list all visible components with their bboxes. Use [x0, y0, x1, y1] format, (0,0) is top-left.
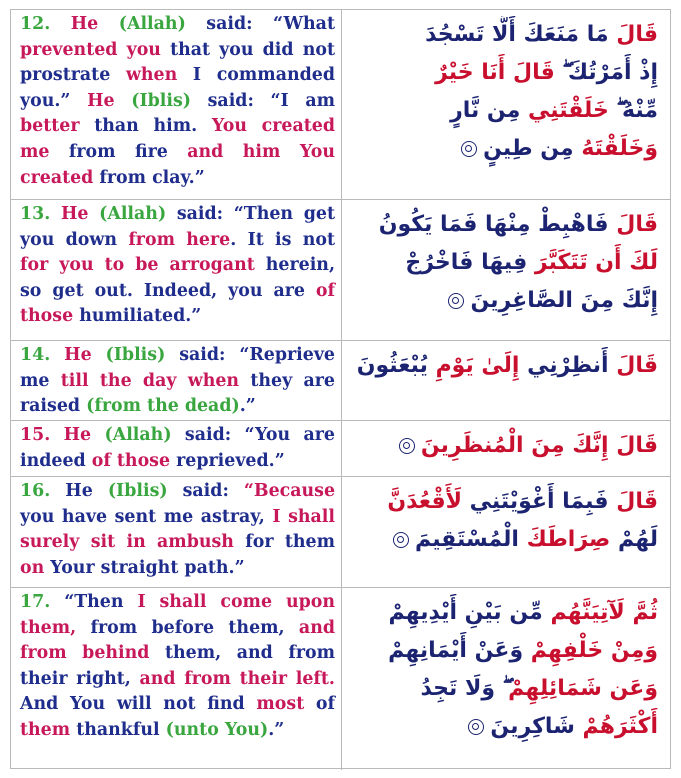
translation-segment: He: [64, 345, 92, 365]
arabic-verse: [342, 421, 672, 476]
translation-segment: them,: [20, 617, 77, 638]
translation-segment: [93, 481, 108, 501]
arabic-segment: مِن نَّارٍ: [450, 98, 528, 123]
translation-segment: He: [63, 425, 92, 445]
translation-segment: prevented you: [20, 39, 161, 60]
translation-segment: .”: [268, 719, 285, 740]
arabic-line: [354, 244, 658, 282]
arabic-verse: [342, 10, 672, 199]
translation-segment: [50, 481, 65, 501]
arabic-segment: قَالَ: [608, 433, 658, 458]
translation-segment: till the day when: [60, 370, 240, 391]
translation-segment: on: [20, 557, 45, 578]
arabic-line: [354, 632, 658, 670]
translation-segment: that you did not prostrate: [20, 39, 335, 86]
translation-segment: humiliated.”: [73, 306, 202, 327]
english-translation: [11, 341, 342, 420]
english-translation: [11, 200, 342, 340]
arabic-verse: [342, 200, 672, 340]
translation-segment: (unto You): [165, 719, 269, 740]
ayah-end-marker-icon: [461, 141, 477, 157]
translation-segment: them, and from their right,: [20, 643, 335, 689]
translation-segment: [98, 14, 118, 34]
translation-segment: [50, 425, 63, 445]
translation-segment: (Iblis): [105, 345, 166, 365]
translation-segment: better: [20, 116, 80, 137]
arabic-segment: قَالَ: [608, 489, 658, 514]
translation-segment: Your straight path.”: [44, 557, 245, 578]
translation-segment: I commanded you.”: [20, 65, 336, 111]
arabic-segment: فَبِمَا أَغْوَيْتَنِي: [462, 489, 609, 514]
arabic-verse: [342, 341, 672, 420]
translation-segment: reprieved.”: [170, 450, 285, 471]
english-translation: [11, 588, 342, 770]
translation-segment: “Then: [50, 592, 138, 612]
translation-segment: said:: [167, 481, 244, 501]
verse-row-17: [11, 588, 670, 770]
arabic-segment: أَكْثَرَهُمْ: [582, 714, 658, 739]
arabic-line: [354, 206, 658, 244]
translation-segment: .”: [239, 396, 256, 417]
arabic-segment: قَالَ: [608, 22, 658, 47]
translation-segment: be arrogant: [135, 255, 255, 276]
arabic-line: [354, 594, 658, 632]
arabic-segment: لَكَ أَن تَتَكَبَّرَ: [534, 250, 658, 275]
arabic-segment: إِلَىٰ يَوْمِ: [435, 353, 520, 378]
arabic-line: [354, 670, 658, 708]
arabic-segment: وَعَن شَمَائِلِهِمْ: [508, 676, 658, 701]
translation-segment: I shall surely sit in ambush: [20, 506, 336, 553]
arabic-segment: صِرَاطَكَ: [518, 527, 611, 552]
english-translation: [11, 421, 342, 476]
arabic-segment: وَخَلَقْتَهُ: [581, 136, 658, 161]
arabic-segment: مِّن بَيْنِ أَيْدِيهِمْ: [388, 600, 551, 625]
translation-segment: for them: [233, 532, 335, 553]
arabic-segment: إِنَّكَ: [614, 288, 658, 313]
arabic-line: [354, 708, 658, 746]
arabic-segment: الْمُسْتَقِيمَ: [414, 527, 519, 552]
translation-segment: [50, 204, 61, 224]
arabic-line: [354, 92, 658, 130]
translation-segment: [91, 425, 104, 445]
translation-segment: He: [60, 204, 89, 224]
arabic-segment: مِّنْهُ ۖ: [608, 98, 658, 123]
arabic-segment: لَهُمْ: [610, 527, 658, 552]
translation-segment: from fire: [49, 141, 188, 162]
translation-segment: He: [70, 14, 99, 34]
translation-segment: You created me: [20, 116, 335, 162]
arabic-segment: لَأَقْعُدَنَّ: [387, 489, 463, 514]
arabic-line: [354, 282, 658, 320]
arabic-segment: شَاكِرِينَ: [490, 714, 583, 739]
arabic-verse: [342, 477, 672, 587]
arabic-segment: ثُمَّ لَآتِيَنَّهُم: [550, 600, 658, 625]
translation-segment: (Allah): [104, 425, 172, 445]
verse-row-14: [11, 341, 670, 421]
translation-segment: . It is not: [230, 229, 336, 250]
arabic-line: [354, 54, 658, 92]
arabic-segment: مِنَ الصَّاغِرِينَ: [470, 288, 615, 313]
arabic-segment: وَعَنْ أَيْمَانِهِمْ: [388, 638, 531, 663]
arabic-line: [354, 130, 658, 168]
verse-row-16: [11, 477, 670, 588]
arabic-segment: خَلَقْتَنِي: [528, 98, 609, 123]
translation-segment: 14.: [20, 345, 51, 365]
translation-segment: (Iblis): [131, 90, 191, 111]
translation-segment: said: “Then get you down: [20, 204, 335, 250]
translation-table: [10, 9, 671, 769]
english-translation: [11, 477, 342, 587]
arabic-segment: وَمِنْ خَلْفِهِمْ: [530, 638, 658, 663]
ayah-end-marker-icon: [468, 719, 484, 735]
ayah-end-marker-icon: [399, 438, 415, 454]
translation-segment: “Because: [243, 481, 336, 501]
translation-segment: they are raised: [20, 370, 335, 417]
english-translation: [11, 10, 342, 199]
translation-segment: (Iblis): [107, 481, 168, 501]
arabic-segment: فِيهَا فَاخْرُجْ: [405, 250, 535, 275]
translation-segment: you have sent me astray,: [20, 506, 273, 527]
arabic-line: [354, 521, 658, 559]
translation-segment: 15.: [20, 425, 51, 445]
translation-segment: 13.: [20, 204, 51, 224]
translation-segment: most: [256, 694, 305, 715]
translation-segment: said: “You are indeed: [20, 425, 335, 471]
arabic-segment: قَالَ: [608, 353, 658, 378]
translation-segment: herein, so get out. Indeed, you are: [20, 255, 336, 301]
arabic-segment: قَالَ: [608, 212, 658, 237]
translation-segment: He: [65, 481, 93, 501]
translation-segment: [50, 345, 64, 365]
translation-segment: [88, 204, 99, 224]
arabic-verse: [342, 588, 672, 770]
translation-segment: from before them,: [76, 617, 299, 638]
translation-segment: them: [20, 719, 71, 740]
translation-segment: said: “What: [185, 14, 335, 34]
ayah-end-marker-icon: [393, 532, 409, 548]
arabic-line: [354, 16, 658, 54]
verse-row-12: [11, 10, 670, 200]
arabic-segment: مَا مَنَعَكَ أَلَّا تَسْجُدَ: [425, 22, 609, 47]
translation-segment: when: [125, 65, 178, 86]
translation-segment: from clay.”: [93, 167, 205, 188]
translation-segment: said: “Reprieve me: [20, 345, 335, 391]
arabic-line: [354, 427, 658, 465]
translation-segment: of those: [91, 450, 171, 471]
translation-segment: [115, 91, 132, 111]
arabic-segment: مِن طِينٍ: [483, 136, 582, 161]
translation-segment: thankful: [70, 719, 166, 740]
arabic-line: [354, 483, 658, 521]
translation-segment: and: [298, 617, 335, 638]
translation-segment: of: [304, 694, 336, 715]
translation-segment: 17.: [20, 592, 51, 612]
translation-segment: He: [87, 90, 115, 111]
arabic-segment: فَاهْبِطْ مِنْهَا فَمَا يَكُونُ: [378, 212, 609, 237]
translation-segment: said: “I am: [190, 90, 335, 111]
arabic-segment: قَالَ: [505, 60, 555, 85]
translation-segment: 12.: [20, 14, 51, 34]
translation-segment: (from the dead): [86, 396, 240, 417]
verse-row-13: [11, 200, 670, 341]
translation-segment: (Allah): [118, 14, 186, 34]
arabic-line: [354, 347, 658, 385]
arabic-segment: يُبْعَثُونَ: [356, 353, 436, 378]
arabic-segment: أَنَا خَيْرٌ: [435, 60, 506, 85]
translation-segment: [50, 14, 70, 34]
verse-row-15: [11, 421, 670, 477]
translation-segment: (Allah): [99, 204, 167, 224]
ayah-end-marker-icon: [448, 293, 464, 309]
translation-segment: [124, 255, 135, 275]
translation-segment: from here: [128, 229, 231, 250]
translation-segment: and him You created: [20, 141, 335, 188]
translation-segment: [92, 345, 106, 365]
translation-segment: than him.: [79, 116, 212, 137]
arabic-segment: إِنَّكَ مِنَ الْمُنظَرِينَ: [420, 433, 609, 458]
translation-segment: And You will not find: [20, 694, 257, 715]
arabic-segment: أَنظِرْنِي: [519, 353, 609, 378]
translation-segment: 16.: [20, 481, 51, 501]
translation-segment: of those: [20, 280, 335, 327]
translation-segment: and from their left.: [139, 668, 335, 689]
arabic-segment: ۖ وَلَا تَجِدُ: [420, 676, 509, 701]
translation-segment: I shall come upon: [137, 592, 335, 612]
translation-segment: from behind: [20, 643, 150, 664]
arabic-segment: إِذْ أَمَرْتُكَ ۖ: [554, 60, 658, 85]
translation-segment: for you to: [20, 255, 125, 276]
